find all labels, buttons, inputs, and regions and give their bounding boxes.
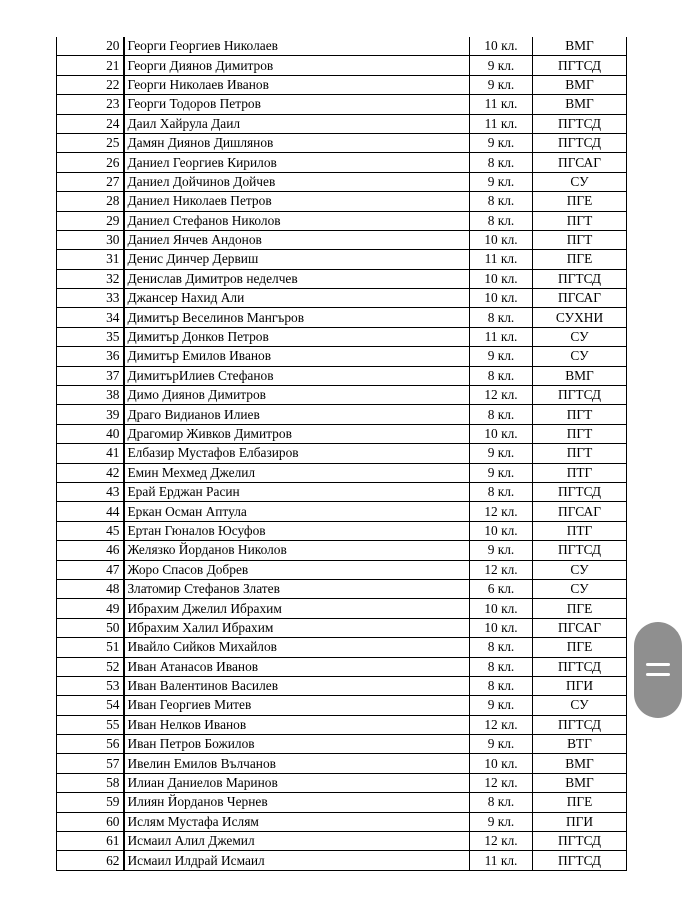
school: ПГЕ [533,638,627,657]
grade: 9 кл. [470,172,533,191]
student-name: Георги Николаев Иванов [124,75,470,94]
table-row [57,482,627,501]
row-number: 29 [57,211,124,230]
table-row [57,812,627,831]
row-number: 58 [57,773,124,792]
table-row [57,424,627,443]
student-name: Георги Тодоров Петров [124,95,470,114]
table-row [57,444,627,463]
table-row [57,250,627,269]
grade: 8 кл. [470,638,533,657]
grade: 8 кл. [470,192,533,211]
table-row [57,386,627,405]
school: ПГТСД [533,56,627,75]
row-number: 52 [57,657,124,676]
table-row [57,832,627,851]
grade: 9 кл. [470,133,533,152]
school: ПГЕ [533,599,627,618]
student-name: Даил Хайрула Даил [124,114,470,133]
school: ПГТ [533,424,627,443]
student-name: Драгомир Живков Димитров [124,424,470,443]
student-name: Ибрахим Джелил Ибрахим [124,599,470,618]
drag-handle-icon-line [646,673,670,676]
school: ПГТСД [533,715,627,734]
table-row [57,541,627,560]
row-number: 61 [57,832,124,851]
grade: 12 кл. [470,832,533,851]
student-name: Елбазир Мустафов Елбазиров [124,444,470,463]
row-number: 31 [57,250,124,269]
student-name: Ибрахим Халил Ибрахим [124,618,470,637]
row-number: 32 [57,269,124,288]
school: СУ [533,696,627,715]
grade: 11 кл. [470,250,533,269]
grade: 9 кл. [470,56,533,75]
table-row [57,851,627,870]
table-row [57,37,627,56]
student-name: Илиан Даниелов Маринов [124,773,470,792]
row-number: 50 [57,618,124,637]
grade: 9 кл. [470,541,533,560]
row-number: 26 [57,153,124,172]
table-row [57,793,627,812]
table-row [57,327,627,346]
table-row [57,405,627,424]
school: ПГТСД [533,832,627,851]
row-number: 28 [57,192,124,211]
table-row [57,114,627,133]
grade: 8 кл. [470,482,533,501]
school: ПГЕ [533,250,627,269]
school: СУ [533,579,627,598]
grade: 9 кл. [470,463,533,482]
table-row [57,133,627,152]
school: СУ [533,327,627,346]
grade: 8 кл. [470,366,533,385]
drag-handle-icon [646,663,670,666]
student-name: Иван Атанасов Иванов [124,657,470,676]
row-number: 35 [57,327,124,346]
table-row [57,676,627,695]
school: СУХНИ [533,308,627,327]
grade: 10 кл. [470,521,533,540]
school: ПГЕ [533,793,627,812]
table-row [57,192,627,211]
student-name: Даниел Николаев Петров [124,192,470,211]
grade: 10 кл. [470,230,533,249]
student-name: Илиян Йорданов Чернев [124,793,470,812]
student-name: Ертан Гюналов Юсуфов [124,521,470,540]
grade: 9 кл. [470,696,533,715]
table-row [57,172,627,191]
school: ПГТСД [533,114,627,133]
school: ПГТ [533,444,627,463]
student-name: Димитър Веселинов Мангъров [124,308,470,327]
school: ПТГ [533,463,627,482]
table-row [57,773,627,792]
table-row [57,95,627,114]
grade: 8 кл. [470,676,533,695]
row-number: 20 [57,37,124,56]
grade: 8 кл. [470,308,533,327]
participants-table-body [57,37,627,870]
student-name: Джансер Нахид Али [124,289,470,308]
student-name: Ерай Ерджан Расин [124,482,470,501]
grade: 8 кл. [470,211,533,230]
student-name: Еркан Осман Аптула [124,502,470,521]
school: ПГТСД [533,386,627,405]
grade: 9 кл. [470,75,533,94]
school: ПГТ [533,211,627,230]
row-number: 62 [57,851,124,870]
grade: 12 кл. [470,502,533,521]
table-row [57,153,627,172]
row-number: 21 [57,56,124,75]
school: ПТГ [533,521,627,540]
grade: 12 кл. [470,560,533,579]
student-name: Иван Нелков Иванов [124,715,470,734]
table-row [57,463,627,482]
school: ВТГ [533,735,627,754]
row-number: 24 [57,114,124,133]
school: ПГСАГ [533,153,627,172]
school: ПГТ [533,405,627,424]
grade: 10 кл. [470,599,533,618]
school: ПГСАГ [533,502,627,521]
student-name: Иван Георгиев Митев [124,696,470,715]
student-name: Драго Видианов Илиев [124,405,470,424]
student-name: Иван Валентинов Василев [124,676,470,695]
student-name: Георги Георгиев Николаев [124,37,470,56]
row-number: 48 [57,579,124,598]
row-number: 55 [57,715,124,734]
table-row [57,696,627,715]
row-number: 57 [57,754,124,773]
row-number: 33 [57,289,124,308]
table-row [57,347,627,366]
row-number: 41 [57,444,124,463]
school: СУ [533,560,627,579]
grade: 11 кл. [470,851,533,870]
row-number: 49 [57,599,124,618]
student-name: Ивайло Сийков Михайлов [124,638,470,657]
grade: 10 кл. [470,618,533,637]
grade: 11 кл. [470,95,533,114]
row-number: 22 [57,75,124,94]
school: ПГИ [533,676,627,695]
student-name: Георги Диянов Димитров [124,56,470,75]
grade: 9 кл. [470,735,533,754]
row-number: 34 [57,308,124,327]
student-name: Даниел Янчев Андонов [124,230,470,249]
grade: 11 кл. [470,114,533,133]
grade: 6 кл. [470,579,533,598]
student-name: ДимитърИлиев Стефанов [124,366,470,385]
school: ПГСАГ [533,289,627,308]
grade: 10 кл. [470,289,533,308]
student-name: Денислав Димитров неделчев [124,269,470,288]
row-number: 47 [57,560,124,579]
row-number: 40 [57,424,124,443]
student-name: Ивелин Емилов Вълчанов [124,754,470,773]
grade: 8 кл. [470,793,533,812]
table-row [57,56,627,75]
grade: 10 кл. [470,269,533,288]
school: ПГТСД [533,657,627,676]
school: СУ [533,347,627,366]
participants-table [56,37,627,871]
table-row [57,618,627,637]
school: ПГТСД [533,133,627,152]
table-row [57,638,627,657]
row-number: 30 [57,230,124,249]
school: СУ [533,172,627,191]
school: ПГТСД [533,851,627,870]
table-row [57,269,627,288]
row-number: 36 [57,347,124,366]
row-number: 46 [57,541,124,560]
school: ПГЕ [533,192,627,211]
table-row [57,289,627,308]
school: ВМГ [533,37,627,56]
school: ПГТСД [533,541,627,560]
student-name: Даниел Георгиев Кирилов [124,153,470,172]
student-name: Димитър Емилов Иванов [124,347,470,366]
table-row [57,735,627,754]
grade: 12 кл. [470,773,533,792]
row-number: 25 [57,133,124,152]
grade: 10 кл. [470,754,533,773]
table-row [57,560,627,579]
grade: 8 кл. [470,153,533,172]
row-number: 39 [57,405,124,424]
row-number: 23 [57,95,124,114]
row-number: 53 [57,676,124,695]
school: ВМГ [533,75,627,94]
table-row [57,579,627,598]
table-row [57,715,627,734]
row-number: 37 [57,366,124,385]
row-number: 43 [57,482,124,501]
school: ПГИ [533,812,627,831]
grade: 8 кл. [470,657,533,676]
row-number: 27 [57,172,124,191]
student-name: Димо Диянов Димитров [124,386,470,405]
grade: 9 кл. [470,347,533,366]
student-name: Дамян Диянов Дишлянов [124,133,470,152]
row-number: 45 [57,521,124,540]
row-number: 54 [57,696,124,715]
row-number: 56 [57,735,124,754]
table-row [57,657,627,676]
student-name: Златомир Стефанов Златев [124,579,470,598]
student-name: Исмаил Алил Джемил [124,832,470,851]
student-name: Емин Мехмед Джелил [124,463,470,482]
grade: 9 кл. [470,812,533,831]
grade: 10 кл. [470,37,533,56]
row-number: 60 [57,812,124,831]
grade: 12 кл. [470,715,533,734]
student-name: Жоро Спасов Добрев [124,560,470,579]
student-name: Даниел Дойчинов Дойчев [124,172,470,191]
table-row [57,502,627,521]
grade: 9 кл. [470,444,533,463]
school: ПГТСД [533,269,627,288]
table-row [57,230,627,249]
grade: 10 кл. [470,424,533,443]
grade: 12 кл. [470,386,533,405]
table-row [57,366,627,385]
school: ПГТСД [533,482,627,501]
table-row [57,308,627,327]
student-name: Димитър Донков Петров [124,327,470,346]
row-number: 51 [57,638,124,657]
school: ВМГ [533,366,627,385]
row-number: 59 [57,793,124,812]
grade: 11 кл. [470,327,533,346]
school: ВМГ [533,95,627,114]
student-name: Денис Динчер Дервиш [124,250,470,269]
student-name: Даниел Стефанов Николов [124,211,470,230]
table-row [57,754,627,773]
grade: 8 кл. [470,405,533,424]
school: ПГТ [533,230,627,249]
row-number: 38 [57,386,124,405]
row-number: 44 [57,502,124,521]
student-name: Ислям Мустафа Ислям [124,812,470,831]
table-row [57,599,627,618]
student-name: Иван Петров Божилов [124,735,470,754]
table-row [57,521,627,540]
student-name: Исмаил Илдрай Исмаил [124,851,470,870]
student-name: Желязко Йорданов Николов [124,541,470,560]
school: ВМГ [533,773,627,792]
school: ВМГ [533,754,627,773]
scroll-handle[interactable] [634,622,682,718]
table-row [57,75,627,94]
row-number: 42 [57,463,124,482]
table-row [57,211,627,230]
school: ПГСАГ [533,618,627,637]
